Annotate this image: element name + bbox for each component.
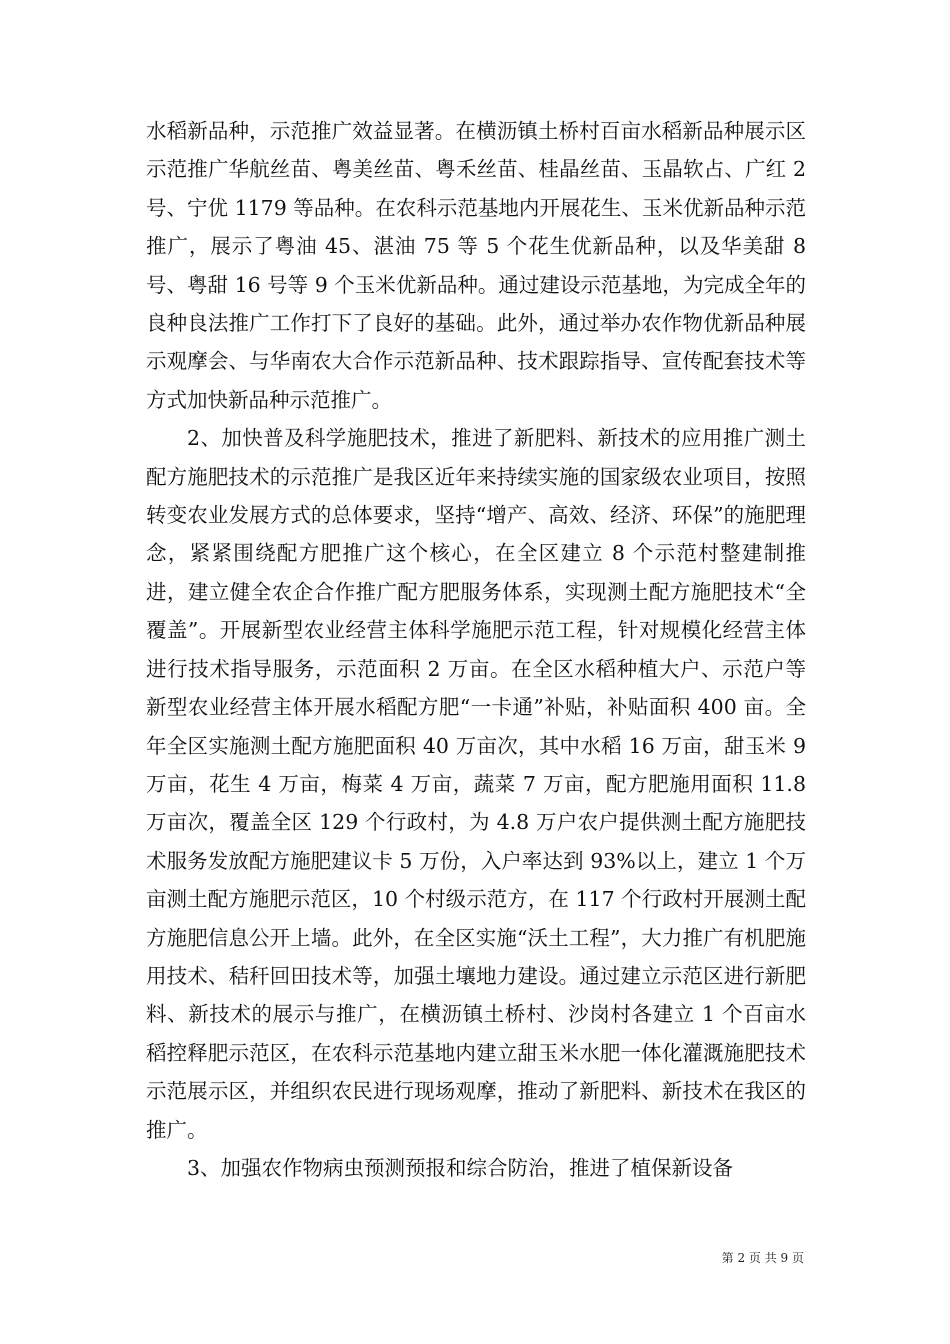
paragraph-pest-control: 3、加强农作物病虫预测预报和综合防治，推进了植保新设备 <box>187 1155 734 1180</box>
paragraph-fertilizer: 2、加快普及科学施肥技术，推进了新肥料、新技术的应用推广测土配方施肥技术的示范推广是我区近年来持续实施的国家级农业项目，按照转变农业发展方式的总体要求，坚持“增产、高效、经济、环保”的施肥理念，紧紧围绕配方肥推广这个核心，在全区建立 8 个示范村整建制推进，建立健全农企合作推广配方肥服务体系，实现测土配方施肥技术“全覆盖”。开展新型农业经营主体科学施肥示范工程，针对规模化经营主体进行技术指导服务，示范面积 2 万亩。在全区水稻种植大户、示范户等新型农业经营主体开展水稻配方肥“一卡通”补贴，补贴面积 400 亩。全年全区实施测土配方施肥面积 40 万亩次，其中水稻 16 万亩，甜玉米 9 万亩，花生 4 万亩，梅菜 4 万亩，蔬菜 7 万亩，配方肥施用面积 11.8 万亩次，覆盖全区 129 个行政村，为 4.8 万户农户提供测土配方施肥技术服务发放配方施肥建议卡 5 万份，入户率达到 93%以上，建立 1 个万亩测土配方施肥示范区，10 个村级示范方，在 117 个行政村开展测土配方施肥信息公开上墙。此外，在全区实施“沃土工程”，大力推广有机肥施用技术、秸秆回田技术等，加强土壤地力建设。通过建立示范区进行新肥料、新技术的展示与推广，在横沥镇土桥村、沙岗村各建立 1 个百亩水稻控释肥示范区，在农科示范基地内建立甜玉米水肥一体化灌溉施肥技术示范展示区，并组织农民进行现场观摩，推动了新肥料、新技术在我区的推广。 <box>146 426 806 1142</box>
page-number-footer: 第 2 页 共 9 页 <box>721 1251 804 1265</box>
document-body <box>146 112 806 1187</box>
paragraph-continued: 水稻新品种，示范推广效益显著。在横沥镇土桥村百亩水稻新品种展示区示范推广华航丝苗、粤美丝苗、粤禾丝苗、桂晶丝苗、玉晶软占、广红 2 号、宁优 1179 等品种。在农科示范基地内开展花生、玉米优新品种示范推广，展示了粤油 45、湛油 75 等 5 个花生优新品种，以及华美甜 8 号、粤甜 16 号等 9 个玉米优新品种。通过建设示范基地，为完成全年的良种良法推广工作打下了良好的基础。此外，通过举办农作物优新品种展示观摩会、与华南农大合作示范新品种、技术跟踪指导、宣传配套技术等方式加快新品种示范推广。 <box>146 119 806 412</box>
